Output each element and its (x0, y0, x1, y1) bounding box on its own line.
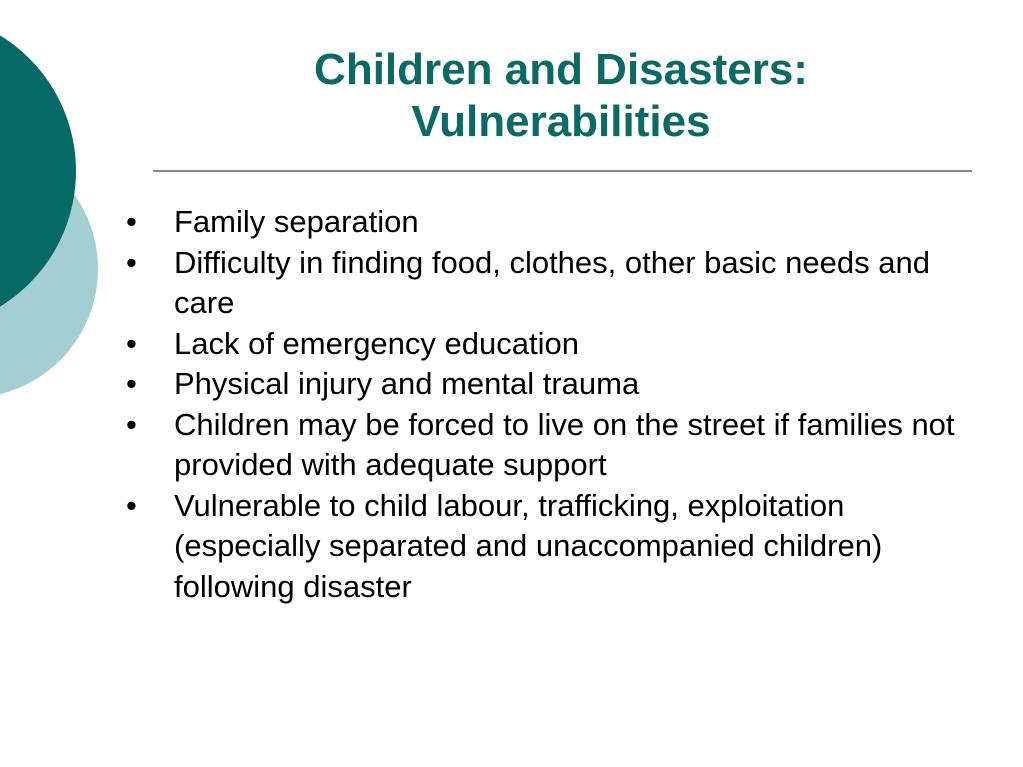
bullet-text: Children may be forced to live on the street if families not provided with adequate support (174, 406, 955, 482)
bullet-item (124, 202, 994, 243)
bullet-dot: • (126, 487, 137, 523)
title-divider (153, 170, 972, 172)
bullet-item (124, 405, 994, 486)
bullet-dot: • (126, 244, 137, 280)
bullet-dot: • (126, 406, 137, 442)
bullet-dot: • (126, 366, 137, 401)
bullet-text: Physical injury and mental trauma (174, 366, 640, 401)
slide-title-line-1: Children and Disasters: (314, 45, 808, 94)
bullet-text: Lack of emergency education (174, 325, 579, 361)
bullet-dot: • (126, 204, 137, 239)
bullet-item (124, 243, 994, 324)
bullet-text: Difficulty in finding food, clothes, other basic needs and care (174, 244, 930, 320)
bullet-list (124, 202, 994, 607)
slide-title (196, 44, 926, 148)
bullet-item (124, 364, 994, 405)
bullet-item (124, 486, 994, 608)
bullet-item (124, 324, 994, 365)
bullet-text: Vulnerable to child labour, trafficking, exploitation (especially separated and unaccompanied children) following disaster (174, 487, 883, 604)
bullet-dot: • (126, 325, 137, 361)
bullet-text: Family separation (174, 204, 419, 239)
slide-title-line-2: Vulnerabilities (411, 97, 711, 146)
